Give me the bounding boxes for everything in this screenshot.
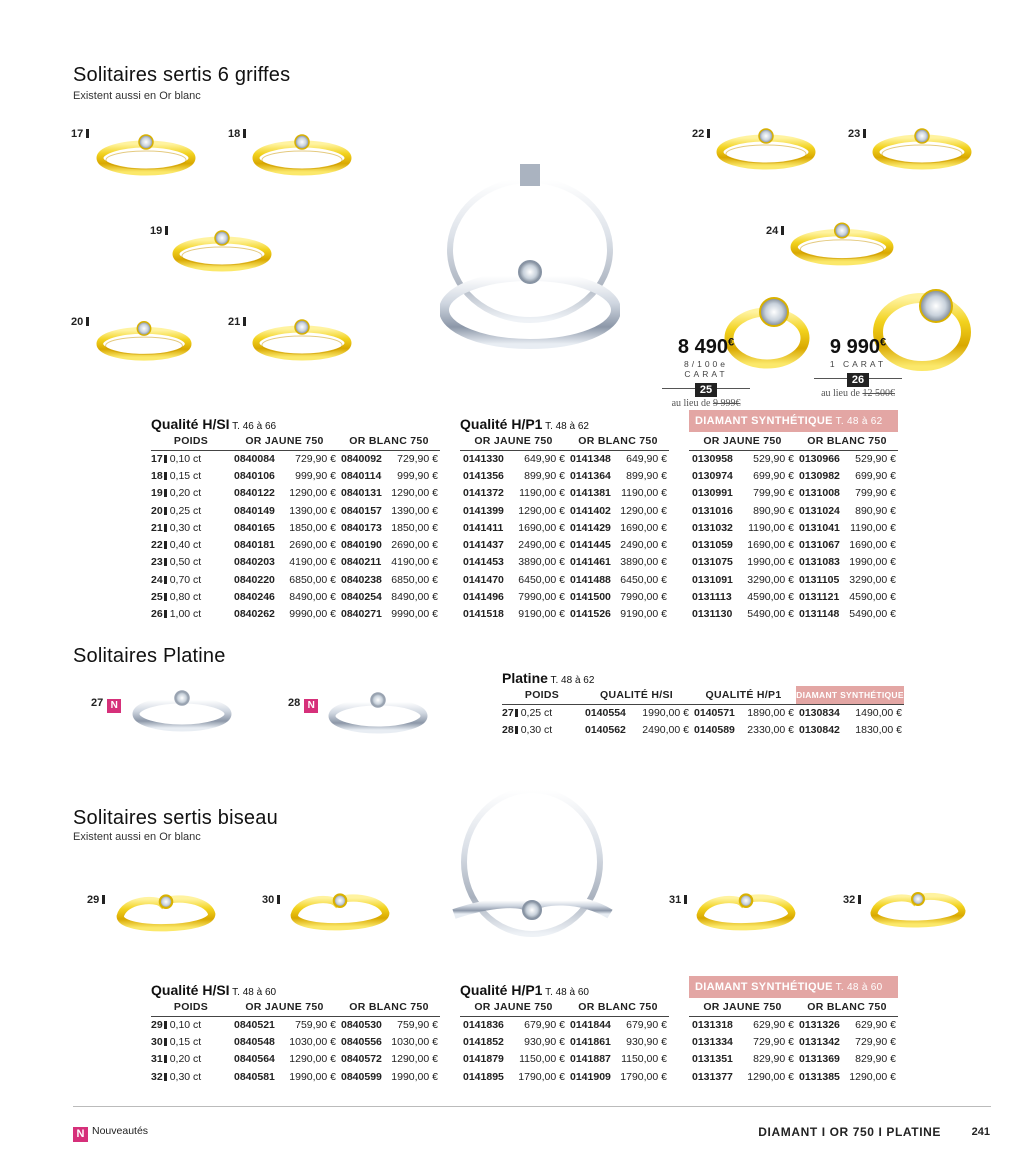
row-price: 1990,00 € (642, 706, 689, 719)
row-reference: 0141909 (570, 1070, 611, 1083)
col-header-hp1: QUALITÉ H/P1 (691, 686, 796, 704)
row-reference: 0840220 (234, 573, 275, 586)
ring-label-29: 29 (87, 894, 105, 906)
row-reference: 0840564 (234, 1053, 275, 1066)
row-price: 5490,00 € (849, 608, 896, 621)
row-price: 799,90 € (753, 487, 794, 500)
row-reference: 0130991 (692, 487, 733, 500)
row-reference: 0141364 (570, 469, 611, 482)
row-price: 1990,00 € (289, 1070, 336, 1083)
row-price: 1890,00 € (747, 706, 794, 719)
row-price: 1190,00 € (519, 487, 565, 500)
row-price: 1830,00 € (855, 723, 902, 736)
row-reference: 0840238 (341, 573, 382, 586)
row-reference: 0130974 (692, 469, 733, 482)
ring-image-28 (328, 682, 428, 742)
row-poids: 23 0,50 ct (151, 556, 202, 569)
row-price: 6450,00 € (620, 573, 667, 586)
table-row (151, 1033, 898, 1050)
row-price: 699,90 € (855, 469, 896, 482)
row-price: 1850,00 € (391, 521, 438, 534)
ring-label-21: 21 (228, 316, 246, 328)
row-reference: 0131326 (799, 1018, 840, 1031)
table-row (151, 588, 898, 605)
col-header-or-blanc: OR BLANC 750 (796, 998, 898, 1016)
row-reference: 0840092 (341, 452, 382, 465)
row-price: 3290,00 € (849, 573, 896, 586)
row-price: 6850,00 € (391, 573, 438, 586)
row-price: 759,90 € (397, 1018, 438, 1031)
table-row (151, 502, 898, 519)
featured-ring-biseau (450, 782, 615, 942)
col-header-or-jaune: OR JAUNE 750 (689, 998, 796, 1016)
footer-legend: N Nouveautés (73, 1125, 148, 1142)
table-row (502, 721, 904, 738)
col-header-poids: POIDS (151, 998, 231, 1016)
row-poids: 31 0,20 ct (151, 1053, 202, 1066)
ring-label-18: 18 (228, 128, 246, 140)
row-price: 1190,00 € (748, 521, 794, 534)
row-price: 3890,00 € (620, 556, 667, 569)
row-poids: 24 0,70 ct (151, 573, 202, 586)
row-reference: 0141518 (463, 608, 504, 621)
row-price: 7990,00 € (620, 591, 667, 604)
col-header-or-blanc: OR BLANC 750 (796, 432, 898, 450)
featured-ring-white-gold (440, 160, 620, 360)
row-price: 529,90 € (753, 452, 794, 465)
row-reference: 0141402 (570, 504, 611, 517)
row-reference: 0141861 (570, 1035, 611, 1048)
row-price: 1690,00 € (747, 539, 794, 552)
col-header-poids: POIDS (151, 432, 231, 450)
row-price: 529,90 € (855, 452, 896, 465)
row-reference: 0141895 (463, 1070, 504, 1083)
row-reference: 0141437 (463, 539, 504, 552)
row-reference: 0131016 (692, 504, 733, 517)
table-caption-synthetique: DIAMANT SYNTHÉTIQUE T. 48 à 62 (689, 410, 898, 432)
table-row (151, 536, 898, 553)
table-row (502, 704, 904, 721)
row-reference: 0141470 (463, 573, 504, 586)
row-price: 679,90 € (524, 1018, 565, 1031)
row-reference: 0130958 (692, 452, 733, 465)
ring-image-24 (790, 208, 894, 278)
row-reference: 0131008 (799, 487, 840, 500)
row-price: 729,90 € (295, 452, 336, 465)
row-reference: 0131318 (692, 1018, 733, 1031)
row-price: 799,90 € (855, 487, 896, 500)
col-header-or-jaune: OR JAUNE 750 (460, 998, 567, 1016)
row-reference: 0840521 (234, 1018, 275, 1031)
row-reference: 0840165 (234, 521, 275, 534)
row-price: 649,90 € (524, 452, 565, 465)
row-price: 4190,00 € (289, 556, 336, 569)
row-reference: 0840203 (234, 556, 275, 569)
row-price: 1150,00 € (621, 1053, 667, 1066)
row-reference: 0840548 (234, 1035, 275, 1048)
table-caption-synthetique: DIAMANT SYNTHÉTIQUE T. 48 à 60 (689, 976, 898, 998)
row-price: 649,90 € (626, 452, 667, 465)
row-reference: 0131351 (692, 1053, 733, 1066)
table-caption-hsi: Qualité H/SI T. 46 à 66 (151, 416, 277, 432)
promo-carat: 1 CARAT (829, 359, 887, 369)
table-row (151, 1051, 898, 1068)
row-price: 930,90 € (626, 1035, 667, 1048)
col-header-or-blanc: OR BLANC 750 (338, 998, 440, 1016)
ring-label-24: 24 (766, 225, 784, 237)
row-reference: 0131113 (692, 591, 732, 604)
row-reference: 0141852 (463, 1035, 504, 1048)
row-reference: 0141836 (463, 1018, 504, 1031)
table-row (151, 1068, 898, 1085)
row-reference: 0141500 (570, 591, 611, 604)
row-price: 699,90 € (753, 469, 794, 482)
row-price: 1850,00 € (289, 521, 336, 534)
row-reference: 0840530 (341, 1018, 382, 1031)
row-price: 9990,00 € (391, 608, 438, 621)
promo-price: 9 990€ (829, 336, 887, 358)
table-row (151, 606, 898, 623)
row-price: 1390,00 € (289, 504, 336, 517)
row-reference: 0840271 (341, 608, 382, 621)
row-price: 3290,00 € (747, 573, 794, 586)
row-price: 1990,00 € (747, 556, 794, 569)
row-reference: 0840173 (341, 521, 382, 534)
row-reference: 0141496 (463, 591, 504, 604)
row-reference: 0131148 (799, 608, 840, 621)
ring-image-22 (716, 116, 816, 180)
row-reference: 0840106 (234, 469, 275, 482)
row-reference: 0141488 (570, 573, 611, 586)
row-reference: 0840254 (341, 591, 382, 604)
row-price: 2490,00 € (620, 539, 667, 552)
col-header-or-jaune: OR JAUNE 750 (460, 432, 567, 450)
promo-old-price: au lieu de 9 999€ (671, 398, 741, 409)
row-reference: 0840211 (341, 556, 382, 569)
row-price: 9190,00 € (620, 608, 667, 621)
row-price: 2330,00 € (747, 723, 794, 736)
row-price: 1290,00 € (518, 504, 565, 517)
row-reference: 0131041 (799, 521, 840, 534)
row-price: 6850,00 € (289, 573, 336, 586)
row-price: 890,90 € (753, 504, 794, 517)
row-reference: 0131385 (799, 1070, 840, 1083)
row-reference: 0131032 (692, 521, 733, 534)
row-reference: 0840190 (341, 539, 382, 552)
row-price: 890,90 € (855, 504, 896, 517)
row-price: 8490,00 € (289, 591, 336, 604)
row-reference: 0131059 (692, 539, 733, 552)
ring-image-27 (132, 680, 232, 740)
row-reference: 0131105 (799, 573, 840, 586)
section-subtitle-biseau: Existent aussi en Or blanc (73, 831, 201, 843)
row-reference: 0131075 (692, 556, 733, 569)
row-reference: 0840114 (341, 469, 382, 482)
row-poids: 30 0,15 ct (151, 1035, 202, 1048)
row-price: 679,90 € (626, 1018, 667, 1031)
row-price: 999,90 € (397, 469, 438, 482)
row-price: 1790,00 € (518, 1070, 565, 1083)
row-reference: 0141461 (570, 556, 611, 569)
promo-26 (814, 336, 902, 399)
col-header-synthetique: DIAMANT SYNTHÉTIQUE (796, 686, 904, 704)
row-price: 729,90 € (855, 1035, 896, 1048)
row-reference: 0131342 (799, 1035, 840, 1048)
row-price: 729,90 € (397, 452, 438, 465)
row-reference: 0141844 (570, 1018, 611, 1031)
row-price: 1290,00 € (620, 504, 667, 517)
row-reference: 0840181 (234, 539, 275, 552)
col-header-or-jaune: OR JAUNE 750 (231, 998, 338, 1016)
ring-image-17 (96, 126, 196, 182)
row-price: 1490,00 € (855, 706, 902, 719)
ring-image-20 (96, 312, 192, 368)
row-reference: 0141348 (570, 452, 611, 465)
row-reference: 0840581 (234, 1070, 275, 1083)
row-price: 629,90 € (753, 1018, 794, 1031)
section-subtitle-6-griffes: Existent aussi en Or blanc (73, 90, 201, 102)
row-price: 1290,00 € (391, 1053, 438, 1066)
ring-image-19 (172, 220, 272, 280)
ring-label-19: 19 (150, 225, 168, 237)
row-reference: 0130842 (799, 723, 840, 736)
row-reference: 0141356 (463, 469, 504, 482)
row-reference: 0141453 (463, 556, 504, 569)
row-reference: 0130834 (799, 706, 840, 719)
col-header-hsi: QUALITÉ H/SI (582, 686, 691, 704)
row-reference: 0131334 (692, 1035, 733, 1048)
footer-divider (73, 1106, 991, 1107)
ring-label-27: 27 N (91, 697, 121, 713)
row-reference: 0840122 (234, 487, 275, 500)
row-poids: 25 0,80 ct (151, 591, 202, 604)
row-reference: 0131067 (799, 539, 840, 552)
table-row (151, 485, 898, 502)
section-title-biseau: Solitaires sertis biseau (73, 807, 278, 829)
row-price: 1690,00 € (620, 521, 667, 534)
price-table-biseau (151, 976, 898, 1085)
row-reference: 0131130 (692, 608, 733, 621)
row-price: 829,90 € (753, 1053, 794, 1066)
row-price: 7990,00 € (518, 591, 565, 604)
col-header-or-blanc: OR BLANC 750 (567, 998, 669, 1016)
row-price: 729,90 € (753, 1035, 794, 1048)
row-reference: 0141330 (463, 452, 504, 465)
row-poids: 32 0,30 ct (151, 1070, 202, 1083)
col-header-or-jaune: OR JAUNE 750 (689, 432, 796, 450)
row-poids: 26 1,00 ct (151, 608, 202, 621)
row-poids: 28 0,30 ct (502, 723, 553, 736)
row-reference: 0840556 (341, 1035, 382, 1048)
footer-category: DIAMANT I OR 750 I PLATINE (758, 1125, 941, 1139)
row-price: 899,90 € (626, 469, 667, 482)
price-table-platine (502, 664, 904, 739)
promo-25 (662, 336, 750, 409)
row-price: 1290,00 € (391, 487, 438, 500)
row-price: 759,90 € (295, 1018, 336, 1031)
ring-label-20: 20 (71, 316, 89, 328)
row-price: 1030,00 € (391, 1035, 438, 1048)
row-price: 9190,00 € (518, 608, 565, 621)
row-price: 1190,00 € (621, 487, 667, 500)
row-price: 1290,00 € (289, 487, 336, 500)
row-reference: 0141411 (463, 521, 504, 534)
table-row (151, 519, 898, 536)
row-reference: 0840149 (234, 504, 275, 517)
row-reference: 0840262 (234, 608, 275, 621)
new-badge: N (107, 699, 121, 713)
table-caption-hsi: Qualité H/SI T. 48 à 60 (151, 982, 277, 998)
ring-image-31 (694, 878, 798, 940)
row-reference: 0840084 (234, 452, 275, 465)
new-badge: N (304, 699, 318, 713)
table-row (151, 467, 898, 484)
row-poids: 19 0,20 ct (151, 487, 202, 500)
row-price: 2690,00 € (289, 539, 336, 552)
ring-image-23 (872, 116, 972, 180)
row-poids: 22 0,40 ct (151, 539, 202, 552)
ring-label-30: 30 (262, 894, 280, 906)
ring-label-17: 17 (71, 128, 89, 140)
ring-label-31: 31 (669, 894, 687, 906)
row-reference: 0141879 (463, 1053, 504, 1066)
row-price: 4590,00 € (747, 591, 794, 604)
row-price: 1690,00 € (518, 521, 565, 534)
col-header-or-blanc: OR BLANC 750 (567, 432, 669, 450)
row-reference: 0131024 (799, 504, 840, 517)
promo-ref-number: 25 (695, 383, 717, 397)
row-price: 5490,00 € (747, 608, 794, 621)
row-reference: 0141372 (463, 487, 504, 500)
row-price: 1390,00 € (391, 504, 438, 517)
row-price: 629,90 € (855, 1018, 896, 1031)
row-price: 899,90 € (524, 469, 565, 482)
row-reference: 0131121 (799, 591, 840, 604)
table-row (151, 554, 898, 571)
row-price: 3890,00 € (518, 556, 565, 569)
row-reference: 0141445 (570, 539, 611, 552)
ring-label-32: 32 (843, 894, 861, 906)
ring-image-30 (288, 878, 392, 940)
section-title-6-griffes: Solitaires sertis 6 griffes (73, 64, 291, 86)
row-reference: 0840246 (234, 591, 275, 604)
section-title-platine: Solitaires Platine (73, 645, 226, 667)
ring-image-21 (252, 310, 352, 368)
row-price: 1030,00 € (289, 1035, 336, 1048)
row-price: 1690,00 € (849, 539, 896, 552)
new-badge: N (73, 1127, 88, 1142)
row-poids: 20 0,25 ct (151, 504, 202, 517)
row-price: 8490,00 € (391, 591, 438, 604)
row-poids: 17 0,10 ct (151, 452, 202, 465)
row-reference: 0141887 (570, 1053, 611, 1066)
row-reference: 0140562 (585, 723, 626, 736)
ring-image-32 (868, 876, 968, 938)
row-poids: 27 0,25 ct (502, 706, 553, 719)
promo-price: 8 490€ (677, 336, 735, 358)
row-reference: 0140571 (694, 706, 735, 719)
table-row (151, 1016, 898, 1033)
row-poids: 21 0,30 ct (151, 521, 202, 534)
ring-label-28: 28 N (288, 697, 318, 713)
row-reference: 0141429 (570, 521, 611, 534)
col-header-or-jaune: OR JAUNE 750 (231, 432, 338, 450)
row-price: 1290,00 € (289, 1053, 336, 1066)
row-poids: 29 0,10 ct (151, 1018, 202, 1031)
row-price: 999,90 € (295, 469, 336, 482)
row-price: 1790,00 € (620, 1070, 667, 1083)
row-poids: 18 0,15 ct (151, 469, 202, 482)
row-reference: 0131083 (799, 556, 840, 569)
row-reference: 0840599 (341, 1070, 382, 1083)
row-reference: 0141381 (570, 487, 611, 500)
table-row (151, 571, 898, 588)
col-header-or-blanc: OR BLANC 750 (338, 432, 440, 450)
row-reference: 0140554 (585, 706, 626, 719)
row-price: 1190,00 € (850, 521, 896, 534)
col-header-poids: POIDS (502, 686, 582, 704)
row-reference: 0131377 (692, 1070, 733, 1083)
row-price: 2490,00 € (642, 723, 689, 736)
table-caption-platine: Platine T. 48 à 62 (502, 670, 595, 686)
row-price: 1290,00 € (747, 1070, 794, 1083)
row-price: 1150,00 € (519, 1053, 565, 1066)
row-price: 2690,00 € (391, 539, 438, 552)
promo-carat: 8/100e CARAT (684, 359, 728, 379)
row-price: 4190,00 € (391, 556, 438, 569)
row-reference: 0140589 (694, 723, 735, 736)
ring-label-22: 22 (692, 128, 710, 140)
row-price: 1290,00 € (849, 1070, 896, 1083)
row-reference: 0840131 (341, 487, 382, 500)
promo-old-price: au lieu de 12 500€ (821, 388, 895, 399)
row-price: 2490,00 € (518, 539, 565, 552)
row-reference: 0130966 (799, 452, 840, 465)
row-reference: 0840572 (341, 1053, 382, 1066)
row-reference: 0131091 (692, 573, 733, 586)
row-price: 6450,00 € (518, 573, 565, 586)
ring-image-29 (114, 880, 218, 940)
row-reference: 0141399 (463, 504, 504, 517)
row-price: 930,90 € (524, 1035, 565, 1048)
row-price: 9990,00 € (289, 608, 336, 621)
price-table-6-griffes (151, 410, 898, 623)
row-price: 4590,00 € (849, 591, 896, 604)
table-caption-hp1: Qualité H/P1 T. 48 à 60 (460, 982, 589, 998)
row-price: 829,90 € (855, 1053, 896, 1066)
page-number: 241 (971, 1126, 990, 1138)
row-price: 1990,00 € (849, 556, 896, 569)
row-reference: 0840157 (341, 504, 382, 517)
promo-ref-number: 26 (847, 373, 869, 387)
table-caption-hp1: Qualité H/P1 T. 48 à 62 (460, 416, 589, 432)
row-price: 1990,00 € (391, 1070, 438, 1083)
row-reference: 0130982 (799, 469, 840, 482)
ring-label-23: 23 (848, 128, 866, 140)
ring-image-18 (252, 126, 352, 182)
table-row (151, 450, 898, 467)
row-reference: 0131369 (799, 1053, 840, 1066)
row-reference: 0141526 (570, 608, 611, 621)
